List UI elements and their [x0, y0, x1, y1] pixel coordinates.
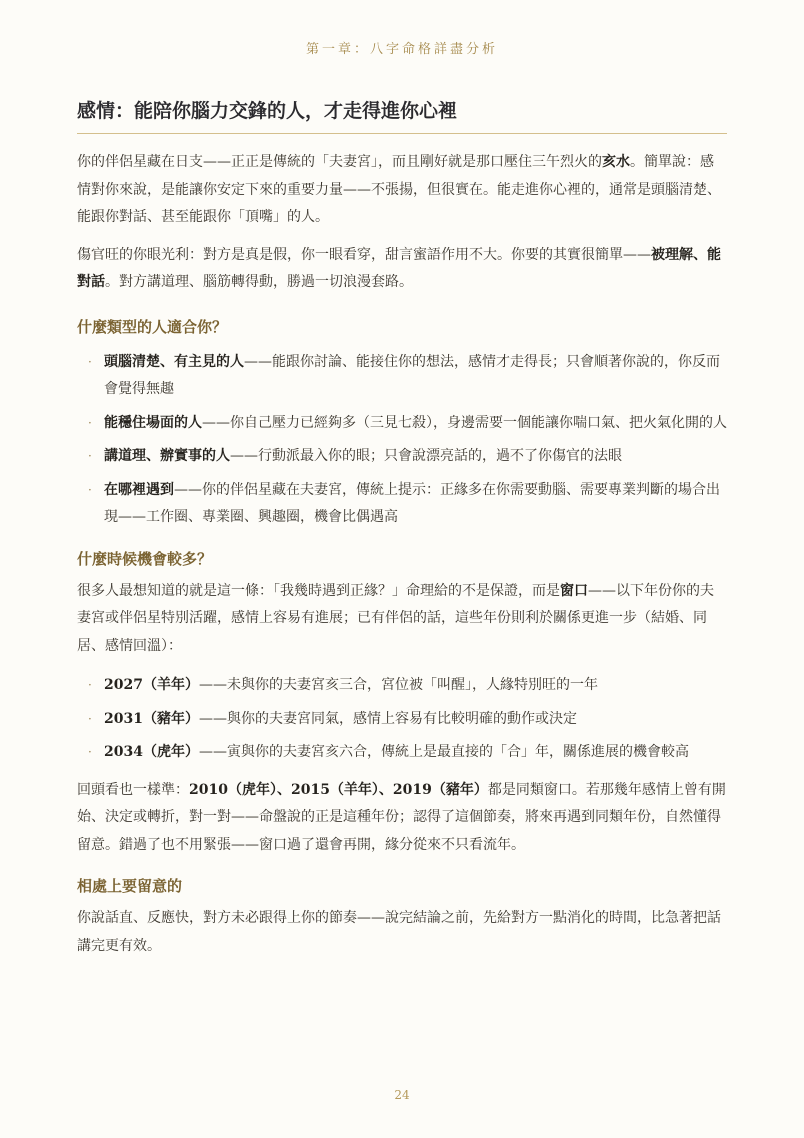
list-item-text: ——你自己壓力已經夠多（三見七殺），身邊需要一個能讓你喘口氣、把火氣化開的人	[202, 414, 727, 431]
running-header: 第一章：八字命格詳盡分析	[305, 42, 498, 57]
timing-intro-text-a: 很多人最想知道的就是這一條：「我幾時遇到正緣？」命理給的不是保證，而是	[77, 582, 560, 599]
timing-intro-text-b: ——以下年份你的夫妻宮或伴侶星特別活躍，感情上容易有進展；已有伴侶的話，這些年份則利於關係更進一步（結婚、同居、感情回溫）：	[77, 582, 714, 654]
list-item	[77, 349, 727, 404]
timing-review-emphasis: 2010（虎年）、2015（羊年）、2019（豬年）	[189, 781, 488, 798]
page-content	[77, 96, 727, 960]
intro-paragraph-1	[77, 149, 727, 232]
list-item	[77, 443, 727, 471]
intro-1-emphasis: 亥水	[602, 154, 630, 170]
list-item	[77, 477, 727, 532]
advice-heading: 相處上要留意的	[77, 877, 183, 895]
list-item-text: ——能跟你討論、能接住你的想法，感情才走得長；只會順著你說的，你反而會覺得無趣	[104, 353, 720, 397]
list-item-bold: 講道理、辦實事的人	[104, 448, 230, 464]
timing-intro-emphasis: 窗口	[560, 582, 588, 599]
list-item-bold: 能穩住場面的人	[104, 414, 202, 431]
list-item-bold: 頭腦清楚、有主見的人	[104, 353, 244, 370]
list-item-text: ——未與你的夫妻宮亥三合，宮位被「叫醒」，人緣特別旺的一年	[198, 677, 598, 693]
types-heading: 什麼類型的人適合你？	[77, 317, 228, 336]
list-item	[77, 739, 727, 767]
list-item-text: ——寅與你的夫妻宮亥六合，傳統上是最直接的「合」年，關係進展的機會較高	[198, 744, 689, 760]
section-title: 感情：能陪你腦力交鋒的人，才走得進你心裡	[77, 96, 727, 134]
types-list	[77, 349, 727, 532]
bullet-icon: ·	[88, 482, 92, 497]
bullet-icon: ·	[88, 745, 92, 759]
list-item	[77, 410, 727, 438]
intro-paragraph-2	[77, 242, 727, 297]
timing-heading: 什麼時候機會較多？	[77, 549, 213, 568]
advice-paragraph: 你說話直、反應快，對方未必跟得上你的節奏——說完結論之前，先給對方一點消化的時間，比急著把話講完更有效。	[77, 910, 721, 954]
list-item-bold: 2031（豬年）	[104, 710, 199, 727]
intro-2-emphasis: 被理解、能對話	[77, 246, 721, 290]
bullet-icon: ·	[88, 354, 92, 369]
intro-2-text-a: 傷官旺的你眼光利：對方是真是假，你一眼看穿，甜言蜜語作用不大。你要的其實很簡單——	[77, 246, 651, 263]
intro-2-text-b: 。對方講道理、腦筋轉得動，勝過一切浪漫套路。	[105, 274, 413, 290]
timing-list	[77, 672, 727, 767]
intro-1-text-a: 你的伴侶星藏在日支——正正是傳統的「夫妻宮」，而且剛好就是那口壓住三午烈火的	[77, 154, 602, 170]
list-item-bold: 2027（羊年）	[104, 677, 199, 693]
bullet-icon: ·	[88, 415, 92, 430]
page-number: 24	[394, 1088, 410, 1102]
list-item-text: ——行動派最入你的眼；只會說漂亮話的，過不了你傷官的法眼	[230, 448, 622, 464]
list-item	[77, 706, 727, 734]
timing-intro-paragraph	[77, 578, 727, 661]
list-item	[77, 672, 727, 700]
intro-1-text-b: 。簡單說：感情對你來說，是能讓你安定下來的重要力量——不張揚，但很實在。能走進你心裡的，通常是頭腦清楚、能跟你對話、甚至能跟你「頂嘴」的人。	[77, 154, 721, 225]
bullet-icon: ·	[88, 449, 92, 463]
list-item-text: ——與你的夫妻宮同氣，感情上容易有比較明確的動作或決定	[198, 710, 577, 727]
bullet-icon: ·	[88, 678, 92, 692]
bullet-icon: ·	[88, 711, 92, 726]
list-item-bold: 2034（虎年）	[104, 744, 199, 760]
timing-review-paragraph	[77, 777, 727, 860]
timing-review-text-b: 都是同類窗口。若那幾年感情上曾有開始、決定或轉折，對一對——命盤說的正是這種年份；認得了這個節奏，將來再遇到同類年份，自然懂得留意。錯過了也不用緊張——窗口過了還會再開，緣分從來不只看流年。	[77, 781, 726, 853]
timing-review-text-a: 回頭看也一樣準：	[77, 781, 189, 798]
list-item-bold: 在哪裡遇到	[104, 481, 174, 498]
list-item-text: ——你的伴侶星藏在夫妻宮，傳統上提示：正緣多在你需要動腦、需要專業判斷的場合出現——工作圈、專業圈、興趣圈，機會比偶遇高	[104, 481, 720, 525]
